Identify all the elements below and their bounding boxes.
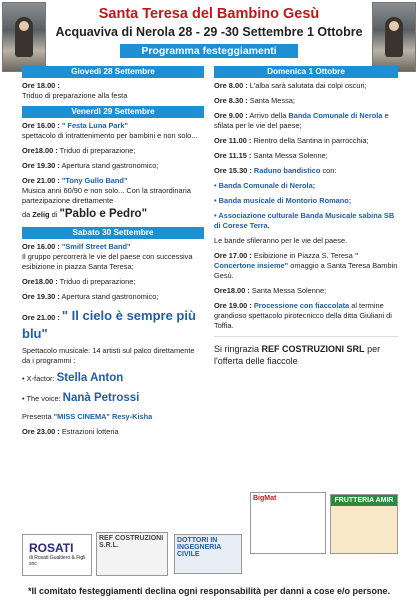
page-title: Santa Teresa del Bambino Gesù (98, 6, 320, 22)
day-header-friday: Venerdì 29 Settembre (22, 106, 204, 118)
sponsor-ref: REF COSTRUZIONI S.R.L. (96, 532, 168, 576)
show-event: Ore 21.00 : " Il cielo è sempre più blu" (22, 308, 196, 342)
event: Ore 11.00 : Rientro della Santina in parrocchia; (214, 135, 369, 145)
right-column (214, 64, 398, 367)
event: Ore18.00 : Santa Messa Solenne; (214, 285, 327, 295)
event: Ore 18.00 : Triduo di preparazione alla festa (22, 81, 128, 100)
sponsor-frutteria: FRUTTERIA AMIR (330, 494, 398, 554)
sponsor-bigmat: BigMat (250, 492, 326, 554)
sponsor-rosati: ROSATI di Rosati Gualtiero & Figli snc (22, 534, 92, 576)
event: Ore 19.30 : Apertura stand gastronomico; (22, 292, 159, 302)
event: Ore 8.00 : L'alba sarà salutata dai colpi oscuri; (214, 81, 367, 90)
left-column (22, 64, 204, 442)
voice-artist: • The voice: Nanà Petrossi (22, 392, 140, 405)
event: Ore 8.30 : Santa Messa; (214, 95, 295, 105)
saint-photo-left (2, 2, 46, 72)
xfactor-artist: • X-factor: Stella Anton (22, 371, 124, 384)
bands-note: Le bande sfileranno per le vie del paese. (214, 235, 348, 245)
event: Ore18.00 : Triduo di preparazione; (22, 277, 136, 287)
lottery-event: Ore 23.00 : Estrazioni lotteria (22, 426, 119, 436)
event: Ore 19.00 : Processione con fiaccolata al termine grandioso spettacolo pirotecnicco della ditta Giuliani di Toffia. (214, 300, 392, 330)
sponsor-engineering: DOTTORI IN INGEGNERIA CIVILE (174, 534, 242, 574)
band-item: • Associazione culturale Banda Musicale sabina SB di Corese Terra. (214, 210, 395, 230)
event: Ore 21.00 : "Tony Gullo Band" Musica anni 60/90 e non solo... Con la straordinaria partezipazione direttamente (22, 175, 191, 205)
disclaimer: *Il comitato festeggiamenti declina ogni responsabilità per danni a cose e/o persone. (27, 586, 391, 596)
header (0, 0, 418, 72)
show-description: Spettacolo musicale: 14 artisti sul palco direttamente da i programmi : (22, 345, 195, 365)
event: Ore 9.00 : Arrivo della Banda Comunale di Nerola e sfilata per le vie del paese; (214, 110, 389, 130)
event: Ore18.00 : Triduo di preparazione; (22, 145, 136, 155)
thanks-note: Si ringrazia REF COSTRUZIONI SRL per l'offerta delle fiaccole (214, 343, 381, 366)
event: Ore 16.00 : " Festa Luna Park" spettacolo di intrattenimento per bambini e non solo... (22, 120, 198, 140)
miss-cinema: Presenta "MISS CINEMA" Resy-Kisha (22, 411, 153, 421)
zelig-line: da Zelig di "Pablo e Pedro" (22, 207, 148, 220)
program-banner: Programma festeggiamenti (120, 44, 298, 58)
divider (214, 336, 398, 337)
event: Ore 19.30 : Apertura stand gastronomico; (22, 160, 159, 170)
day-header-sunday: Domenica 1 Ottobre (214, 66, 398, 78)
event: Ore 11.15 : Santa Messa Solenne; (214, 150, 328, 160)
day-header-thursday: Giovedì 28 Settembre (22, 66, 204, 78)
band-item: • Banda musicale di Montorio Romano; (214, 195, 352, 205)
event: Ore 17.00 : Esibizione in Piazza S. Teresa " Concertone insieme" omaggio a Santa Teresa Bambin Gesù. (214, 250, 398, 280)
sponsor-strip (0, 495, 418, 582)
event: Ore 16.00 : "Smilf Street Band" Il gruppo percorrerà le vie del paese con successiva esibizione in piazza Santa Teresa; (22, 242, 193, 272)
day-header-saturday: Sabato 30 Settembre (22, 227, 204, 239)
page-subtitle: Acquaviva di Nerola 28 - 29 -30 Settembre 1 Ottobre (55, 25, 363, 39)
event: Ore 15.30 : Raduno bandistico con: (214, 165, 337, 175)
saint-photo-right (372, 2, 416, 72)
band-item: • Banda Comunale di Nerola; (214, 180, 316, 190)
